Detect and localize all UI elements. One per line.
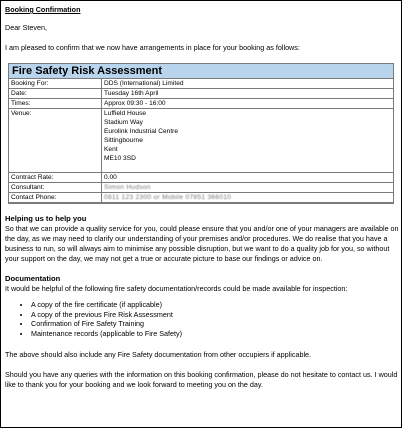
table-row [9, 89, 393, 99]
row-label: Contact Phone: [9, 193, 102, 203]
list-item: • Maintenance records (applicable to Fire Safety) [31, 329, 399, 339]
documentation-list [5, 300, 399, 338]
address-line: Luffield House [104, 110, 147, 117]
row-label: Times: [9, 99, 102, 109]
documentation-heading: Documentation [5, 274, 61, 283]
list-item: • A copy of the previous Fire Risk Assessment [31, 310, 399, 320]
row-label: Booking For: [9, 79, 102, 89]
documentation-body: It would be helpful of the following fire safety documentation/records could be made available for inspection: [5, 284, 348, 293]
row-value: 0.00 [102, 173, 394, 183]
closing-text: Should you have any queries with the information on this booking confirmation, please do not hesitate to contact us. I would like to thank you for your booking and we look forward to meeting you on the day. [5, 370, 398, 389]
booking-details-box [8, 63, 394, 204]
address-line: Kent [104, 146, 118, 153]
address-line: ME10 3SD [104, 155, 136, 162]
letter-content [5, 5, 399, 390]
page-title: Booking Confirmation [5, 5, 81, 14]
table-row [9, 173, 393, 183]
address-line: Stadium Way [104, 119, 143, 126]
booking-title: Fire Safety Risk Assessment [9, 64, 393, 79]
venue-address [102, 109, 394, 173]
address-line: Eurolink Industrial Centre [104, 128, 179, 135]
help-body: So that we can provide a quality service for you, could please ensure that you and/or one of your managers are available on the day, as we may need to clarify our understanding of your premises and/or procedures. We do realise that you have a business to run, so will always aim to minimise any possible disruption, but we want to do a quality job for you, so without your support on the day, we may not get a true or accurate picture to base our findings or advice on. [5, 224, 399, 263]
row-value: Approx 09:30 - 16:00 [102, 99, 394, 109]
table-row [9, 193, 393, 203]
contact-phone: 0811 123 2300 or Mobile 07851 366010 [102, 193, 394, 203]
table-row [9, 99, 393, 109]
table-row [9, 79, 393, 89]
booking-details-table [9, 79, 393, 203]
list-item: • Confirmation of Fire Safety Training [31, 319, 399, 329]
row-label: Date: [9, 89, 102, 99]
row-value: DDS (International) Limited [102, 79, 394, 89]
greeting: Dear Steven, [5, 23, 47, 32]
table-row [9, 183, 393, 193]
row-label: Consultant: [9, 183, 102, 193]
help-heading: Helping us to help you [5, 214, 87, 223]
address-line: Sittingbourne [104, 137, 143, 144]
row-label: Contract Rate: [9, 173, 102, 183]
row-value: Tuesday 16th April [102, 89, 394, 99]
list-item: • A copy of the fire certificate (if applicable) [31, 300, 399, 310]
row-label: Venue: [9, 109, 102, 173]
also-text: The above should also include any Fire Safety documentation from other occupiers if applicable. [5, 350, 312, 359]
intro-text: I am pleased to confirm that we now have arrangements in place for your booking as follows: [5, 43, 300, 52]
consultant-name: Simon Hudson [102, 183, 394, 193]
table-row [9, 109, 393, 173]
